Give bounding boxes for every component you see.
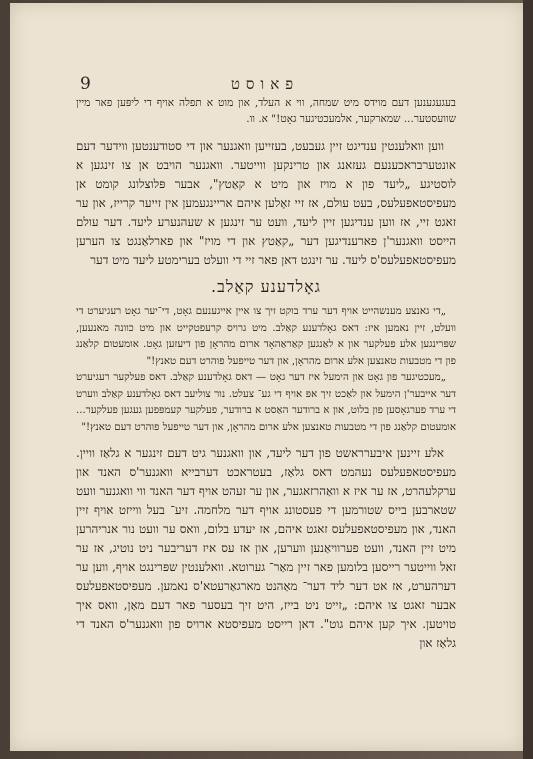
song-title: גאָלדענע קאַלב. (211, 277, 321, 296)
page-number: 9 (80, 74, 91, 94)
page-header (80, 74, 450, 96)
page-text (76, 95, 456, 653)
song-verse: „די גאנצע מענשהייט אויף דער ערד בוקט זיך צו איין אייגענעם גאָט, די־יער גאָט רעגיערט די וועלט, זיין נאמען איז: דאס גאָלדענע קאַלב. מיט גרויס קרעפטקייט און מיט כוונה מאנעען, שפּרינגען אלע פעלקער און א לאַנגען קאַראַהאָד ארום מהראָן פון דיעזען גאָט. אומעטום קלאַנג פון די מטבעות טאנצען אלע ארום מהראָן, און דער טייפעל פוהרט דעם טאנץ!" (76, 306, 456, 367)
body-paragraph: אלע זיינען איבערראשט פון דער ליעד, און וואגנער גיט דעם זינגער א גלאַז וויין. מעפיסטאפעלעס נעהמט דאס גלאַז, בעטראכט דערבייא וואגנער'ס האנד און ערקלעהרט, אז ער איז א וואַהרזאגער, און ער זעהט אויף דער האנד ווי וואגנער וועט שטארבען בייס שטורמען די פעסטונג אויף דער מלחמה. זיע־ בעל ווייזט אויף זיין האנד, און מעפיסטאפעלעס זאגט איהם, אז יעדע בלום, וואס ער וועט נור אנריהרען מיט זיין האנד, וועט פערוויאַנען ווערען, און אז עס איז דעריבער ניט נוטיג, אז ער זאל ווייטער רייסען בלומען פאר זיין מאַר־ גערוטא. וואלענטין שפּרינגט אויף, ווען ער דערהערט, אז אט דער ליד דער־ מאַהנט מארגאַרעטא'ס נאמען. מעפיסטאפעלעס אבער זאגט צו איהם: „זייט ניט בייז, היט זיך בעסער פאר דעם מאַן, וואס איך טויטען. איך קען איהם גוט". דאן רייסט מעפיסטא ארויס פון וואגנער'ס האנד די גלאַז און (76, 446, 456, 650)
running-title: פאוסט (230, 75, 300, 93)
binding-edge (523, 0, 533, 759)
continuation-paragraph: בעגעגענען דעם מוידס מיט שמחה, ווי א העלד, און מוט א תפלה אויף די ליפּען פאר מיין שוועסטער... שמארקער, אלמעכטיגער גאָט!" א. וו. (76, 97, 456, 125)
body-paragraph: ווען וואלענטין ענדיגט זיין געבעט, בעזייען וואגנער און די סטודענטען ווידער דעם אונטערבראכענעם געזאנג און טרינקען ווייטער. וואגנער הויבט אן צו זינגען א לוסטיגע „ליעד פון א מויז און מיט א קאַטץ", אבער פּלוצלונג קומט אן מעפיסטאפעלעס, בעט עולם, אז זיי זאָלען איהם אריינגעמען אין זייער קרייז, און ער זאגט זיי, אז ווען ענדיגען זיין ליעד, וועט ער זינגען א שעהנערע ליעד. דער עולם הייסט וואגנער'ן פארענדיגען דער „קאַטץ און די מויז" און פארלאַנגט צו הערען מעפיסטאפעלעס'ס ליעד. ער זינגט דאן פאר זיי די וועלט בערימטע ליעד מיט דער (76, 139, 456, 267)
song-verse: „מעכטיגער פון גאָט און הימעל איז דער גאָט — דאס גאָלדענע קאַלב. דאס פעלקער רעגיערט דער אייבער'ן הימעל און לאַכט זיך אפּ אויף די גע־ צעלט. נור צוליעב דאס גאָלדענע קאַלב ווערט די ערד פערגאָסען פון בלוט, און א ברודער האַסט א ברודער, פעלקער קעמפּפען געגען פעלקער... אומעטום קלאַנג פון די מטבעות טאנצען אלע ארום מהראָן, און דער טייפעל פוהרט דעם טאנץ!" (76, 372, 456, 433)
